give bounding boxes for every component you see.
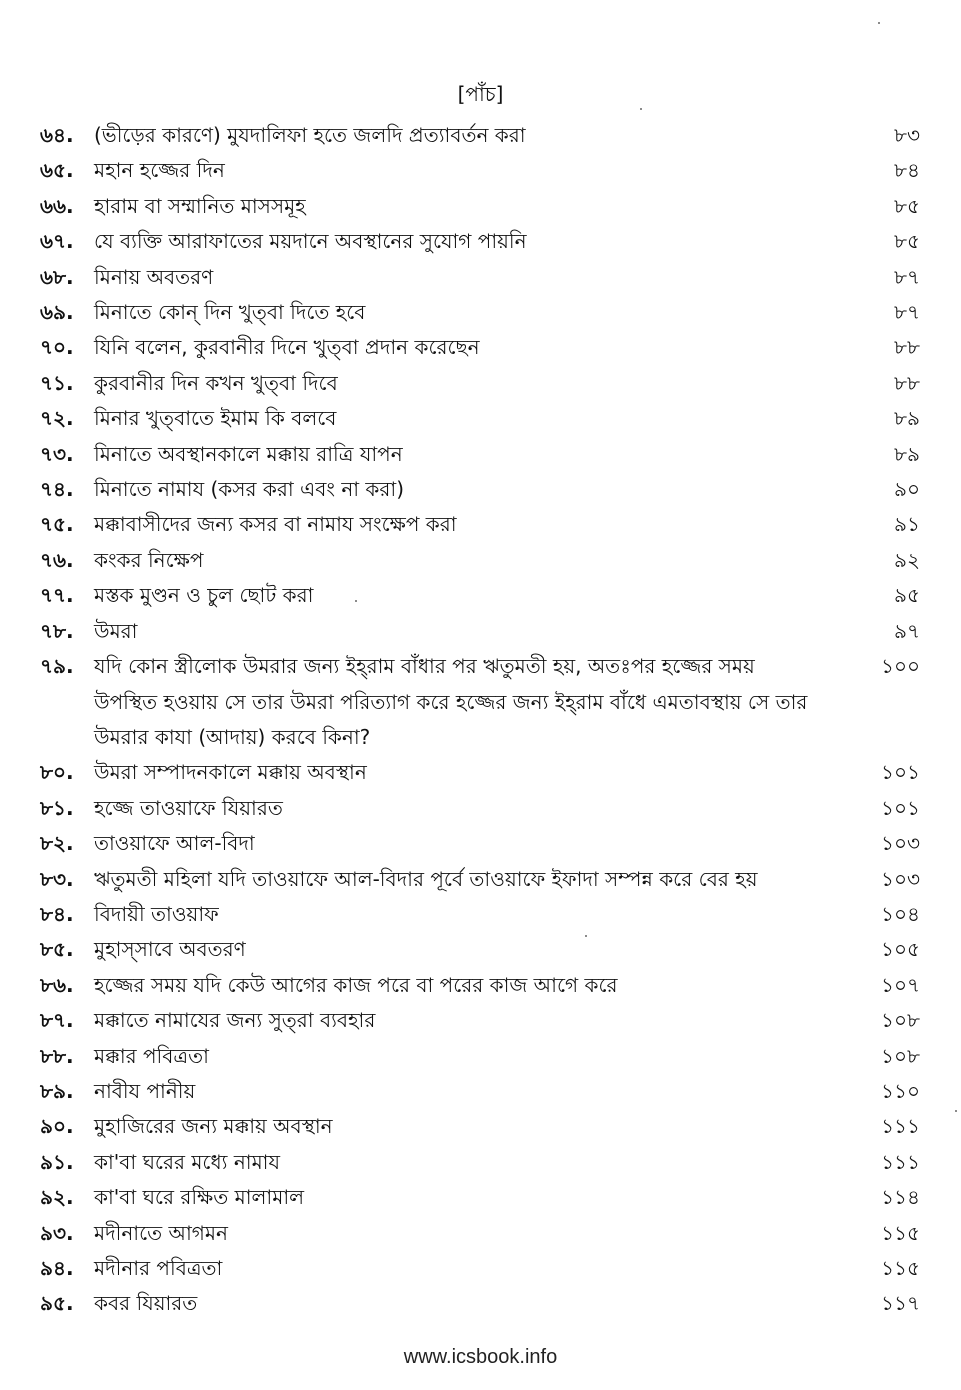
entry-title: কংকর নিক্ষেপ bbox=[94, 547, 204, 572]
footer-url[interactable]: www.icsbook.info bbox=[403, 1346, 558, 1368]
entry-number: ৬৯. bbox=[40, 300, 74, 325]
toc-entry bbox=[40, 260, 920, 295]
entry-title: যে ব্যক্তি আরাফাতের ময়দানে অবস্থানের সুযোগ পায়নি bbox=[94, 229, 527, 254]
toc-entry bbox=[40, 1074, 920, 1109]
entry-title: বিদায়ী তাওয়াফ bbox=[94, 901, 219, 926]
entry-number: ৯০. bbox=[40, 1114, 74, 1139]
entry-page: ৮৯ bbox=[894, 441, 920, 466]
entry-title: ঋতুমতী মহিলা যদি তাওয়াফে আল-বিদার পূর্বে তাওয়াফে ইফাদা সম্পন্ন করে বের হয় bbox=[94, 866, 758, 891]
toc-entry bbox=[40, 189, 920, 224]
entry-page: ১১১ bbox=[881, 1114, 920, 1139]
scan-speck bbox=[585, 935, 587, 937]
entry-page: ৮৫ bbox=[894, 229, 920, 254]
toc-entry bbox=[40, 1286, 920, 1321]
entry-title: কা'বা ঘরে রক্ষিত মালামাল bbox=[94, 1185, 305, 1210]
entry-number: ৬৮. bbox=[40, 264, 74, 289]
entry-page: ৮৯ bbox=[894, 406, 920, 431]
entry-number: ৮২. bbox=[40, 831, 74, 856]
entry-title: যদি কোন স্ত্রীলোক উমরার জন্য ইহ্‌রাম বাঁধার পর ঋতুমতী হয়, অতঃপর হজ্জের সময় উপস্থিত হওয়ায় সে তার উমরা পরিত্যাগ করে হজ্জের জন্য ইহ্‌রাম বাঁধে এমতাবস্থায় সে তার উমরার কাযা (আদায়) করবে কিনা? bbox=[94, 654, 808, 749]
entry-number: ৯২. bbox=[40, 1185, 74, 1210]
entry-page: ৮৮ bbox=[894, 370, 920, 395]
entry-number: ৮১. bbox=[40, 795, 74, 820]
entry-title: হজ্জের সময় যদি কেউ আগের কাজ পরে বা পরের কাজ আগে করে bbox=[94, 972, 618, 997]
scan-speck bbox=[878, 22, 880, 24]
entry-title: মক্কাবাসীদের জন্য কসর বা নামায সংক্ষেপ করা bbox=[94, 512, 457, 537]
entry-title: হারাম বা সম্মানিত মাসসমূহ bbox=[94, 193, 306, 218]
entry-page: ১১৫ bbox=[881, 1256, 920, 1280]
entry-page: ১০৩ bbox=[881, 831, 920, 856]
entry-title: মিনাতে অবস্থানকালে মক্কায় রাত্রি যাপন bbox=[94, 441, 403, 466]
entry-page: ৮৪ bbox=[894, 158, 920, 183]
toc-entry bbox=[40, 614, 920, 649]
entry-title: নাবীয পানীয় bbox=[94, 1078, 196, 1103]
entry-title: (ভীড়ের কারণে) মুযদালিফা হতে জলদি প্রত্যাবর্তন করা bbox=[94, 123, 526, 147]
entry-title: কুরবানীর দিন কখন খুত্‌বা দিবে bbox=[94, 370, 338, 395]
toc-entry bbox=[40, 1145, 920, 1180]
entry-page: ৮৩ bbox=[894, 123, 920, 147]
toc-entry bbox=[40, 1216, 920, 1251]
entry-page: ৮৭ bbox=[894, 300, 920, 325]
entry-page: ১০৫ bbox=[881, 937, 920, 962]
entry-number: ৬৬. bbox=[40, 193, 74, 218]
entry-number: ৮৩. bbox=[40, 866, 74, 891]
entry-number: ৮৯. bbox=[40, 1078, 74, 1103]
entry-title: মুহাস্‌সাবে অবতরণ bbox=[94, 937, 246, 962]
toc-entry bbox=[40, 437, 920, 472]
toc-entry bbox=[40, 862, 920, 897]
toc-entry bbox=[40, 295, 920, 330]
entry-page: ১১৫ bbox=[881, 1220, 920, 1245]
entry-title: উমরা সম্পাদনকালে মক্কায় অবস্থান bbox=[94, 760, 367, 785]
toc-entry bbox=[40, 1180, 920, 1215]
entry-number: ৮৬. bbox=[40, 972, 74, 997]
entry-page: ১১৪ bbox=[881, 1185, 920, 1210]
entry-page: ১০০ bbox=[881, 654, 920, 679]
entry-number: ৭১. bbox=[40, 370, 74, 395]
entry-title: উমরা bbox=[94, 618, 138, 643]
toc-entry bbox=[40, 791, 920, 826]
toc-entry bbox=[40, 1003, 920, 1038]
entry-number: ৭০. bbox=[40, 335, 74, 360]
toc-entry bbox=[40, 578, 920, 613]
toc-entry bbox=[40, 472, 920, 507]
entry-page: ৯৭ bbox=[894, 618, 920, 643]
entry-page: ৮৮ bbox=[894, 335, 920, 360]
entry-title: মিনার খুত্‌বাতে ইমাম কি বলবে bbox=[94, 406, 337, 431]
toc-entry bbox=[40, 649, 920, 755]
entry-number: ৯৪. bbox=[40, 1256, 74, 1280]
scan-speck bbox=[640, 108, 642, 110]
entry-title: মক্কার পবিত্রতা bbox=[94, 1043, 209, 1068]
toc-entry bbox=[40, 897, 920, 932]
entry-number: ৮০. bbox=[40, 760, 74, 785]
entry-number: ৮৮. bbox=[40, 1043, 74, 1068]
entry-page: ১১৭ bbox=[881, 1291, 920, 1316]
entry-title: কবর যিয়ারত bbox=[94, 1291, 198, 1316]
entry-title: কা'বা ঘরের মধ্যে নামায bbox=[94, 1149, 281, 1174]
entry-page: ১০১ bbox=[881, 760, 920, 785]
table-of-contents bbox=[40, 118, 920, 1322]
entry-page: ৮৫ bbox=[894, 193, 920, 218]
toc-entry bbox=[40, 1039, 920, 1074]
entry-number: ৭২. bbox=[40, 406, 74, 431]
toc-entry bbox=[40, 755, 920, 790]
toc-entry bbox=[40, 1251, 920, 1286]
entry-page: ৯২ bbox=[894, 547, 920, 572]
entry-page: ৮৭ bbox=[894, 264, 920, 289]
toc-entry bbox=[40, 118, 920, 153]
entry-number: ৮৭. bbox=[40, 1008, 74, 1033]
entry-title: মুহাজিরের জন্য মক্কায় অবস্থান bbox=[94, 1114, 333, 1139]
entry-number: ৮৫. bbox=[40, 937, 74, 962]
entry-title: মিনাতে নামায (কসর করা এবং না করা) bbox=[94, 477, 405, 502]
entry-title: মস্তক মুণ্ডন ও চুল ছোট করা bbox=[94, 583, 314, 608]
entry-title: তাওয়াফে আল-বিদা bbox=[94, 831, 255, 856]
entry-number: ৯৫. bbox=[40, 1291, 74, 1316]
page-label: [পাঁচ] bbox=[457, 82, 504, 106]
entry-title: যিনি বলেন, কুরবানীর দিনে খুত্‌বা প্রদান করেছেন bbox=[94, 335, 480, 360]
entry-page: ৯০ bbox=[894, 477, 920, 502]
entry-title: হজ্জে তাওয়াফে যিয়ারত bbox=[94, 795, 283, 820]
entry-number: ৭৯. bbox=[40, 654, 74, 679]
entry-page: ১০৭ bbox=[881, 972, 920, 997]
entry-title: মদীনার পবিত্রতা bbox=[94, 1256, 223, 1280]
toc-entry bbox=[40, 968, 920, 1003]
entry-page: ১১১ bbox=[881, 1149, 920, 1174]
toc-entry bbox=[40, 543, 920, 578]
entry-number: ৭৬. bbox=[40, 547, 74, 572]
entry-page: ৯১ bbox=[894, 512, 920, 537]
entry-number: ৯১. bbox=[40, 1149, 74, 1174]
entry-number: ৭৫. bbox=[40, 512, 74, 537]
entry-page: ১০৮ bbox=[881, 1008, 920, 1033]
toc-entry bbox=[40, 1109, 920, 1144]
entry-number: ৭৭. bbox=[40, 583, 74, 608]
entry-page: ১০৩ bbox=[881, 866, 920, 891]
toc-entry bbox=[40, 826, 920, 861]
entry-title: মক্কাতে নামাযের জন্য সুত্‌রা ব্যবহার bbox=[94, 1008, 376, 1033]
entry-number: ৮৪. bbox=[40, 901, 74, 926]
entry-number: ৭৮. bbox=[40, 618, 74, 643]
entry-number: ৬৫. bbox=[40, 158, 74, 183]
toc-entry bbox=[40, 507, 920, 542]
toc-entry bbox=[40, 153, 920, 188]
entry-number: ৬৪. bbox=[40, 123, 74, 147]
entry-page: ১০৪ bbox=[881, 901, 920, 926]
entry-number: ৬৭. bbox=[40, 229, 74, 254]
entry-number: ৭৩. bbox=[40, 441, 74, 466]
toc-entry bbox=[40, 330, 920, 365]
scan-speck bbox=[955, 1110, 957, 1112]
toc-entry bbox=[40, 366, 920, 401]
entry-title: মহান হজ্জের দিন bbox=[94, 158, 225, 183]
entry-title: মদীনাতে আগমন bbox=[94, 1220, 228, 1245]
entry-title: মিনায় অবতরণ bbox=[94, 264, 214, 289]
entry-number: ৯৩. bbox=[40, 1220, 74, 1245]
entry-title: মিনাতে কোন্ দিন খুত্‌বা দিতে হবে bbox=[94, 300, 366, 325]
entry-number: ৭৪. bbox=[40, 477, 74, 502]
toc-entry bbox=[40, 401, 920, 436]
scan-speck bbox=[355, 600, 357, 602]
entry-page: ১০১ bbox=[881, 795, 920, 820]
toc-entry bbox=[40, 932, 920, 967]
entry-page: ৯৫ bbox=[894, 583, 920, 608]
entry-page: ১১০ bbox=[881, 1078, 920, 1103]
toc-entry bbox=[40, 224, 920, 259]
entry-page: ১০৮ bbox=[881, 1043, 920, 1068]
